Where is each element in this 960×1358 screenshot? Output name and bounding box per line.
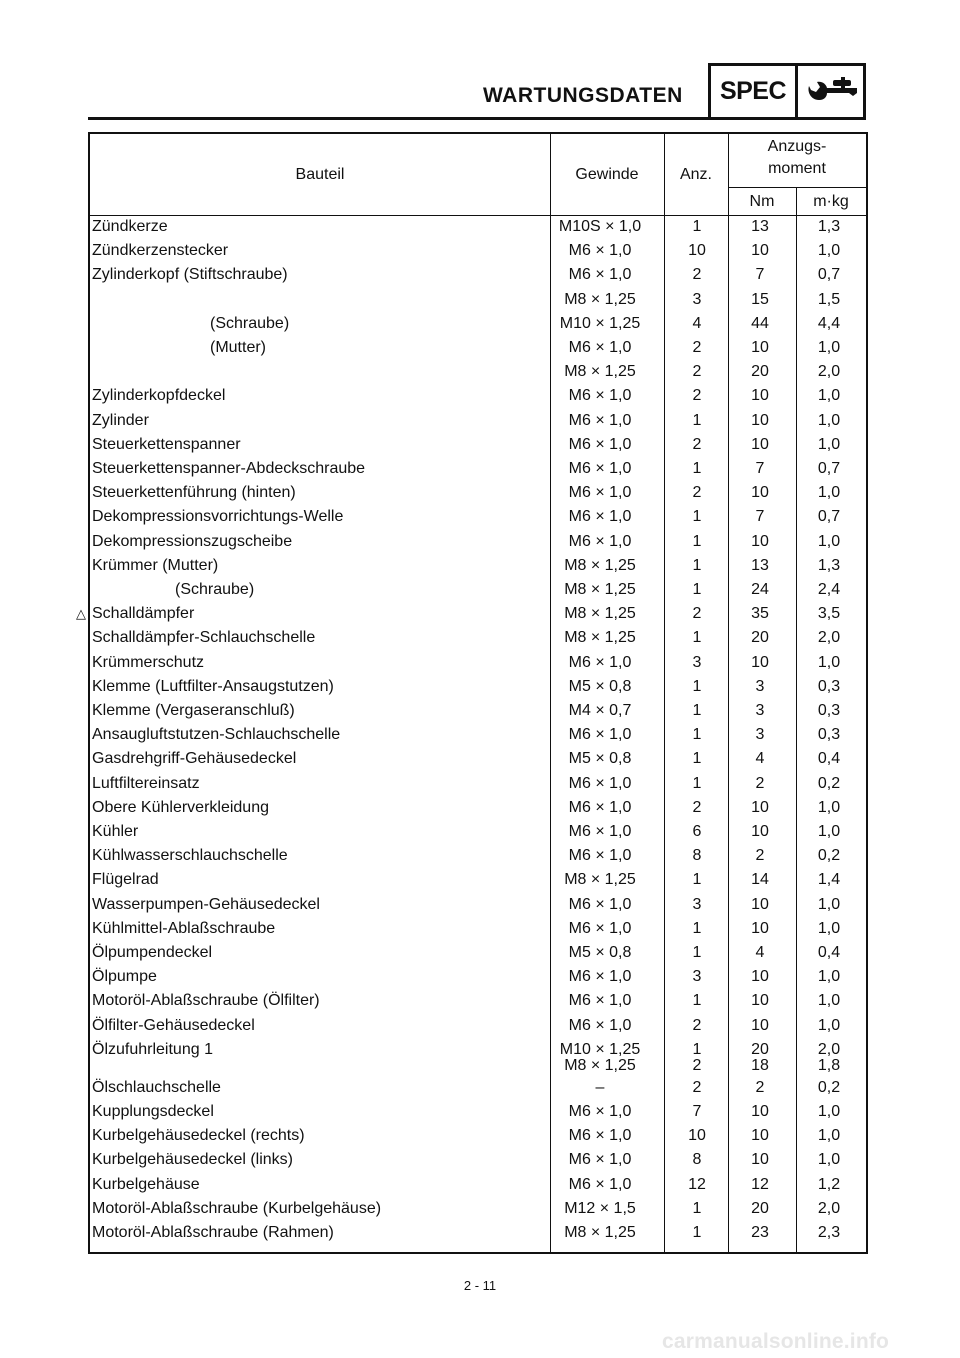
nm-cell: 20	[751, 1199, 769, 1217]
header-thread: Gewinde	[575, 166, 639, 183]
nm-cell: 10	[751, 1103, 769, 1120]
nm-cell: 14	[751, 871, 769, 889]
thread-cell: M8 × 1,25	[564, 1056, 636, 1074]
part-cell: Kurbelgehäusedeckel (rechts)	[92, 1127, 305, 1145]
thread-cell: M8 × 1,25	[564, 363, 636, 381]
thread-cell: M4 × 0,7	[568, 702, 632, 719]
qty-cell: 2	[692, 435, 702, 453]
part-cell: Schalldämpfer	[92, 605, 195, 623]
thread-cell: M8 × 1,25	[564, 556, 636, 574]
qty-cell: 2	[692, 798, 702, 816]
nm-cell: 23	[751, 1224, 769, 1241]
mkg-cell: 1,3	[817, 218, 841, 235]
nm-cell: 12	[751, 1175, 769, 1193]
qty-cell: 1	[692, 1224, 702, 1241]
part-cell: Ölzufuhrleitung 1	[92, 1040, 213, 1058]
thread-cell: M6 × 1,0	[568, 1151, 632, 1169]
qty-cell: 1	[692, 460, 702, 477]
nm-cell: 2	[755, 774, 765, 792]
thread-cell: M6 × 1,0	[568, 508, 632, 526]
nm-cell: 10	[751, 242, 769, 260]
part-cell: Gasdrehgriff-Gehäusedeckel	[92, 750, 297, 768]
nm-cell: 13	[751, 556, 769, 574]
nm-cell: 10	[751, 992, 769, 1010]
nm-cell: 10	[751, 653, 769, 671]
thread-cell: M12 × 1,5	[564, 1199, 636, 1217]
thread-cell: M6 × 1,0	[568, 823, 632, 840]
part-cell: Zylinderkopfdeckel	[92, 387, 226, 405]
table-row	[90, 216, 866, 240]
mkg-cell: 1,0	[817, 484, 841, 502]
header-divider	[728, 187, 866, 188]
table-row	[90, 289, 866, 313]
mkg-cell: 1,0	[817, 1151, 841, 1169]
table-row	[90, 1101, 866, 1125]
qty-cell: 1	[692, 871, 702, 889]
thread-cell: M6 × 1,0	[568, 1016, 632, 1034]
mkg-cell: 2,0	[817, 1040, 841, 1058]
mkg-cell: 3,5	[817, 605, 841, 623]
nm-cell: 4	[755, 750, 765, 768]
thread-cell: M6 × 1,0	[568, 266, 632, 284]
thread-cell: M6 × 1,0	[568, 339, 632, 356]
part-cell: Ölpumpendeckel	[92, 944, 213, 961]
thread-cell: M6 × 1,0	[568, 460, 632, 477]
table-row	[90, 773, 866, 797]
thread-cell: –	[595, 1078, 605, 1096]
table-row	[90, 700, 866, 724]
mkg-cell: 1,0	[817, 532, 841, 550]
qty-cell: 1	[692, 944, 702, 961]
table-row	[90, 603, 866, 627]
qty-cell: 1	[692, 750, 702, 768]
mkg-cell: 2,0	[817, 363, 841, 381]
nm-cell: 2	[755, 847, 765, 865]
qty-cell: 1	[692, 774, 702, 792]
spec-badge	[708, 63, 866, 120]
part-cell: (Mutter)	[210, 339, 266, 356]
qty-cell: 1	[692, 702, 702, 719]
qty-cell: 4	[692, 314, 702, 332]
nm-cell: 18	[751, 1056, 769, 1074]
mkg-cell: 0,3	[817, 726, 841, 744]
thread-cell: M5 × 0,8	[568, 677, 632, 695]
mkg-cell: 0,2	[817, 1078, 841, 1096]
qty-cell: 2	[692, 1056, 702, 1074]
qty-cell: 1	[692, 218, 702, 235]
table-row	[90, 627, 866, 651]
thread-cell: M6 × 1,0	[568, 895, 632, 913]
part-cell: Flügelrad	[92, 871, 159, 889]
table-row	[90, 506, 866, 530]
mkg-cell: 2,0	[817, 629, 841, 647]
table-row	[90, 337, 866, 361]
mkg-cell: 0,2	[817, 847, 841, 865]
nm-cell: 35	[751, 605, 769, 623]
thread-cell: M8 × 1,25	[564, 629, 636, 647]
table-row	[90, 894, 866, 918]
header-torque-line1: Anzugs-	[767, 138, 827, 155]
nm-cell: 10	[751, 1127, 769, 1145]
part-cell: Steuerkettenspanner	[92, 435, 241, 453]
nm-cell: 10	[751, 411, 769, 429]
nm-cell: 10	[751, 895, 769, 913]
table-row	[90, 748, 866, 772]
mkg-cell: 1,4	[817, 871, 841, 889]
table-row	[90, 531, 866, 555]
thread-cell: M6 × 1,0	[568, 242, 632, 260]
nm-cell: 44	[751, 314, 769, 332]
mkg-cell: 1,0	[817, 435, 841, 453]
nm-cell: 2	[755, 1078, 765, 1096]
part-cell: Kupplungsdeckel	[92, 1103, 214, 1120]
thread-cell: M6 × 1,0	[568, 726, 632, 744]
mkg-cell: 2,4	[817, 581, 841, 598]
qty-cell: 3	[692, 290, 702, 308]
nm-cell: 3	[755, 702, 765, 719]
thread-cell: M6 × 1,0	[568, 774, 632, 792]
qty-cell: 2	[692, 1078, 702, 1096]
nm-cell: 10	[751, 823, 769, 840]
table-row	[90, 1222, 866, 1246]
part-cell: Steuerkettenspanner-Abdeckschraube	[92, 460, 366, 477]
thread-cell: M6 × 1,0	[568, 484, 632, 502]
part-cell: Kurbelgehäuse	[92, 1175, 200, 1193]
mkg-cell: 0,2	[817, 774, 841, 792]
table-row	[90, 869, 866, 893]
part-cell: Kurbelgehäusedeckel (links)	[92, 1151, 293, 1169]
qty-cell: 2	[692, 605, 702, 623]
mkg-cell: 1,0	[817, 387, 841, 405]
mkg-cell: 1,0	[817, 968, 841, 986]
part-cell: Ölfilter-Gehäusedeckel	[92, 1016, 255, 1034]
thread-cell: M10S × 1,0	[558, 218, 642, 235]
qty-cell: 1	[692, 992, 702, 1010]
part-cell: Motoröl-Ablaßschraube (Kurbelgehäuse)	[92, 1199, 382, 1217]
thread-cell: M6 × 1,0	[568, 847, 632, 865]
nm-cell: 24	[751, 581, 769, 598]
thread-cell: M5 × 0,8	[568, 944, 632, 961]
mkg-cell: 1,0	[817, 1016, 841, 1034]
qty-cell: 1	[692, 508, 702, 526]
part-cell: Zündkerze	[92, 218, 168, 235]
part-cell: Steuerkettenführung (hinten)	[92, 484, 296, 502]
qty-cell: 7	[692, 1103, 702, 1120]
part-cell: Obere Kühlerverkleidung	[92, 798, 269, 816]
thread-cell: M6 × 1,0	[568, 798, 632, 816]
mkg-cell: 1,0	[817, 992, 841, 1010]
table-row	[90, 1015, 866, 1039]
qty-cell: 2	[692, 387, 702, 405]
qty-cell: 2	[692, 363, 702, 381]
qty-cell: 1	[692, 1199, 702, 1217]
qty-cell: 3	[692, 895, 702, 913]
part-cell: Krümmer (Mutter)	[92, 556, 219, 574]
qty-cell: 6	[692, 823, 702, 840]
nm-cell: 10	[751, 919, 769, 937]
table-row	[90, 676, 866, 700]
qty-cell: 1	[692, 1040, 702, 1058]
part-cell: Kühlmittel-Ablaßschraube	[92, 919, 276, 937]
table-row	[90, 579, 866, 603]
table-row	[90, 1149, 866, 1173]
qty-cell: 1	[692, 919, 702, 937]
thread-cell: M6 × 1,0	[568, 919, 632, 937]
nm-cell: 4	[755, 944, 765, 961]
header-nm: Nm	[749, 193, 775, 210]
mkg-cell: 1,0	[817, 823, 841, 840]
mkg-cell: 0,4	[817, 944, 841, 961]
nm-cell: 10	[751, 1151, 769, 1169]
table-row	[90, 240, 866, 264]
thread-cell: M6 × 1,0	[568, 435, 632, 453]
mkg-cell: 1,0	[817, 798, 841, 816]
thread-cell: M8 × 1,25	[564, 1224, 636, 1241]
thread-cell: M6 × 1,0	[568, 1175, 632, 1193]
nm-cell: 10	[751, 484, 769, 502]
mkg-cell: 0,7	[817, 460, 841, 477]
thread-cell: M6 × 1,0	[568, 992, 632, 1010]
table-row	[90, 1039, 866, 1077]
nm-cell: 10	[751, 387, 769, 405]
qty-cell: 1	[692, 629, 702, 647]
thread-cell: M6 × 1,0	[568, 532, 632, 550]
nm-cell: 20	[751, 629, 769, 647]
mkg-cell: 1,0	[817, 1127, 841, 1145]
nm-cell: 10	[751, 339, 769, 356]
nm-cell: 10	[751, 968, 769, 986]
watermark: carmanualsonline.info	[662, 1330, 890, 1353]
part-cell: Ölpumpe	[92, 968, 157, 986]
mkg-cell: 0,4	[817, 750, 841, 768]
nm-cell: 20	[751, 363, 769, 381]
part-cell: Zylinder	[92, 411, 149, 429]
nm-cell: 7	[755, 460, 765, 477]
qty-cell: 1	[692, 411, 702, 429]
nm-cell: 10	[751, 1016, 769, 1034]
table-row	[90, 458, 866, 482]
part-cell: Dekompressionszugscheibe	[92, 532, 293, 550]
qty-cell: 10	[688, 242, 706, 260]
thread-cell: M5 × 0,8	[568, 750, 632, 768]
part-cell: Kühler	[92, 823, 139, 840]
part-cell: (Schraube)	[210, 314, 290, 332]
part-cell: Motoröl-Ablaßschraube (Ölfilter)	[92, 992, 320, 1010]
mkg-cell: 1,0	[817, 339, 841, 356]
qty-cell: 1	[692, 581, 702, 598]
thread-cell: M8 × 1,25	[564, 871, 636, 889]
wrench-icon	[798, 66, 863, 117]
table-row	[90, 385, 866, 409]
nm-cell: 10	[751, 435, 769, 453]
qty-cell: 2	[692, 484, 702, 502]
table-row	[90, 1077, 866, 1101]
qty-cell: 1	[692, 677, 702, 695]
qty-cell: 2	[692, 266, 702, 284]
mkg-cell: 1,3	[817, 556, 841, 574]
nm-cell: 7	[755, 508, 765, 526]
table-row	[90, 1198, 866, 1222]
nm-cell: 10	[751, 798, 769, 816]
part-cell: Krümmerschutz	[92, 653, 205, 671]
part-cell: Motoröl-Ablaßschraube (Rahmen)	[92, 1224, 334, 1241]
table-row	[90, 797, 866, 821]
thread-cell: M6 × 1,0	[568, 1127, 632, 1145]
thread-cell: M6 × 1,0	[568, 387, 632, 405]
mkg-cell: 1,0	[817, 919, 841, 937]
thread-cell: M6 × 1,0	[568, 968, 632, 986]
part-cell: Ansaugluftstutzen-Schlauchschelle	[92, 726, 341, 744]
qty-cell: 1	[692, 726, 702, 744]
mkg-cell: 0,3	[817, 677, 841, 695]
part-cell: Ölschlauchschelle	[92, 1078, 221, 1096]
part-cell: Klemme (Luftfilter-Ansaugstutzen)	[92, 677, 334, 695]
table-row	[90, 434, 866, 458]
page-number: 2 - 11	[463, 1278, 497, 1293]
mkg-cell: 1,8	[817, 1056, 841, 1074]
part-cell: Kühlwasserschlauchschelle	[92, 847, 288, 865]
thread-cell: M6 × 1,0	[568, 411, 632, 429]
thread-cell: M10 × 1,25	[559, 314, 641, 332]
thread-cell: M6 × 1,0	[568, 653, 632, 671]
qty-cell: 3	[692, 968, 702, 986]
table-row	[90, 410, 866, 434]
mkg-cell: 1,2	[817, 1175, 841, 1193]
table-row	[90, 264, 866, 288]
table-row	[90, 966, 866, 990]
header-mkg: m·kg	[813, 193, 849, 210]
mkg-cell: 0,7	[817, 508, 841, 526]
table-row	[90, 313, 866, 337]
header-qty: Anz.	[679, 166, 712, 183]
part-cell: Schalldämpfer-Schlauchschelle	[92, 629, 316, 647]
thread-cell: M10 × 1,25	[559, 1040, 641, 1058]
part-cell: Klemme (Vergaseranschluß)	[92, 702, 295, 719]
mkg-cell: 0,7	[817, 266, 841, 284]
nm-cell: 10	[751, 532, 769, 550]
thread-cell: M8 × 1,25	[564, 290, 636, 308]
qty-cell: 8	[692, 1151, 702, 1169]
mkg-cell: 1,0	[817, 653, 841, 671]
thread-cell: M8 × 1,25	[564, 581, 636, 598]
qty-cell: 3	[692, 653, 702, 671]
nm-cell: 20	[751, 1040, 769, 1058]
mkg-cell: 4,4	[817, 314, 841, 332]
mkg-cell: 2,3	[817, 1224, 841, 1241]
qty-cell: 10	[688, 1127, 706, 1145]
qty-cell: 1	[692, 532, 702, 550]
nm-cell: 13	[751, 218, 769, 235]
part-cell: Zylinderkopf (Stiftschraube)	[92, 266, 288, 284]
table-row	[90, 361, 866, 385]
table-row	[90, 1125, 866, 1149]
table-row	[90, 482, 866, 506]
qty-cell: 8	[692, 847, 702, 865]
table-row	[90, 724, 866, 748]
table-row	[90, 821, 866, 845]
triangle-marker-icon: △	[76, 606, 86, 622]
table-row	[90, 918, 866, 942]
qty-cell: 1	[692, 556, 702, 574]
mkg-cell: 0,3	[817, 702, 841, 719]
nm-cell: 3	[755, 726, 765, 744]
mkg-cell: 1,0	[817, 411, 841, 429]
torque-table	[88, 132, 868, 1254]
qty-cell: 2	[692, 339, 702, 356]
header-part: Bauteil	[295, 166, 345, 183]
mkg-cell: 1,5	[817, 290, 841, 308]
part-cell: Wasserpumpen-Gehäusedeckel	[92, 895, 320, 913]
table-row	[90, 555, 866, 579]
table-row	[90, 1174, 866, 1198]
nm-cell: 15	[751, 290, 769, 308]
mkg-cell: 2,0	[817, 1199, 841, 1217]
mkg-cell: 1,0	[817, 242, 841, 260]
mkg-cell: 1,0	[817, 1103, 841, 1120]
qty-cell: 2	[692, 1016, 702, 1034]
table-row	[90, 652, 866, 676]
table-row	[90, 990, 866, 1014]
qty-cell: 12	[688, 1175, 706, 1193]
page-title: WARTUNGSDATEN	[483, 84, 683, 107]
table-header	[90, 134, 866, 216]
header-torque-line2: moment	[768, 160, 826, 177]
nm-cell: 3	[755, 677, 765, 695]
table-row	[90, 942, 866, 966]
part-cell: Luftfiltereinsatz	[92, 774, 200, 792]
part-cell: Zündkerzenstecker	[92, 242, 229, 260]
part-cell: Dekompressionsvorrichtungs-Welle	[92, 508, 344, 526]
title-rule	[88, 117, 708, 120]
nm-cell: 7	[755, 266, 765, 284]
spec-label: SPEC	[711, 66, 798, 117]
part-cell: (Schraube)	[175, 581, 255, 598]
thread-cell: M8 × 1,25	[564, 605, 636, 623]
thread-cell: M6 × 1,0	[568, 1103, 632, 1120]
table-row	[90, 845, 866, 869]
mkg-cell: 1,0	[817, 895, 841, 913]
